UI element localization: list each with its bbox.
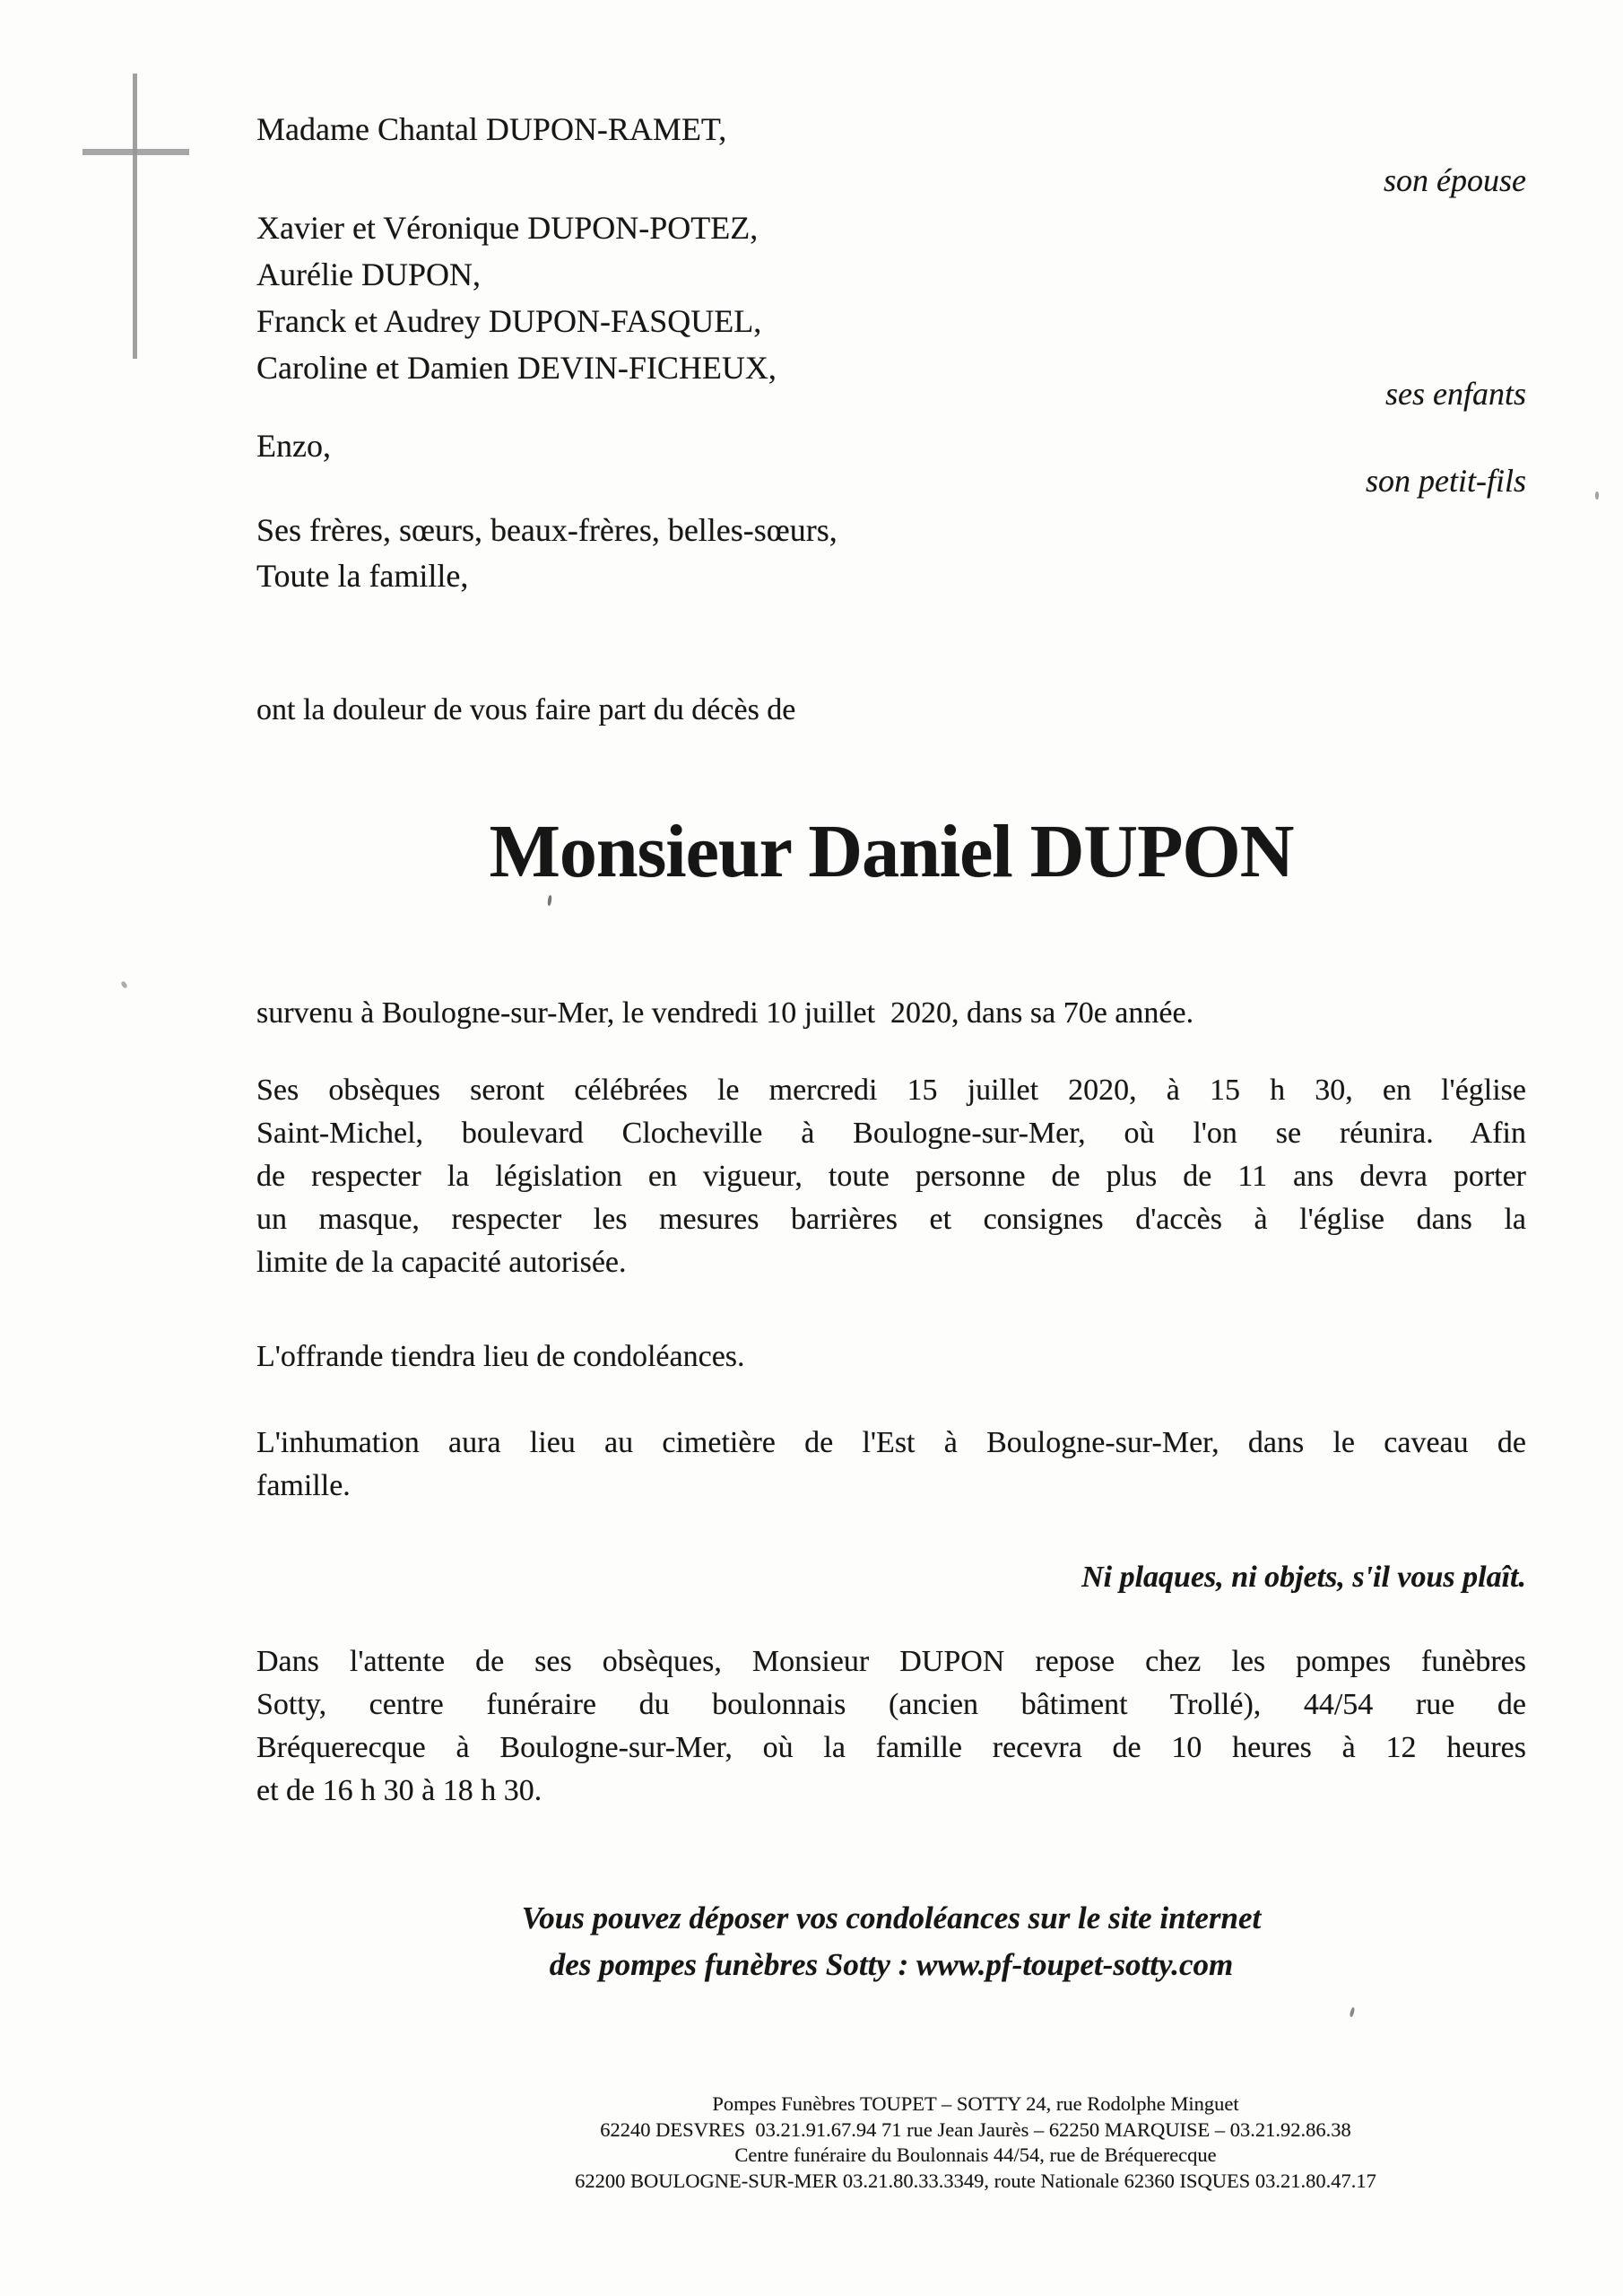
ceremony-line: de respecter la législation en vigueur, toute personne de plus de 11 ans devra porter (256, 1160, 1526, 1193)
scan-artifact-speck (1350, 2007, 1356, 2018)
online-condolences-note (256, 1895, 1526, 1988)
scan-artifact-speck (120, 980, 128, 988)
repose-line: Sotty, centre funéraire du boulonnais (ancien bâtiment Trollé), 44/54 rue de (256, 1688, 1526, 1721)
deceased-name-title: Monsieur Daniel DUPON (489, 810, 1294, 893)
footer-line: 62200 BOULOGNE-SUR-MER 03.21.80.33.3349, route Nationale 62360 ISQUES 03.21.80.47.17 (575, 2169, 1376, 2192)
child-name: Aurélie DUPON, (256, 257, 481, 292)
burial-line: L'inhumation aura lieu au cimetière de l'Est à Boulogne-sur-Mer, dans le caveau de (256, 1426, 1526, 1459)
cross-horizontal-bar (82, 149, 189, 155)
burial-paragraph (256, 1422, 1526, 1508)
spouse-relation-label: son épouse (1384, 162, 1526, 198)
relatives-line: Toute la famille, (256, 558, 469, 594)
repose-line: Bréquerecque à Boulogne-sur-Mer, où la famille recevra de 10 heures à 12 heures (256, 1731, 1526, 1764)
scan-artifact-speck (1595, 491, 1599, 500)
repose-paragraph (256, 1640, 1526, 1813)
ceremony-line: un masque, respecter les mesures barrières et consignes d'accès à l'église dans la (256, 1203, 1526, 1236)
no-plaques-request: Ni plaques, ni objets, s'il vous plaît. (1081, 1561, 1526, 1594)
repose-line: et de 16 h 30 à 18 h 30. (256, 1774, 542, 1807)
children-names-list (256, 204, 1526, 391)
cross-vertical-bar (133, 74, 137, 359)
ceremony-line: Ses obsèques seront célébrées le mercredi 15 juillet 2020, à 15 h 30, en l'église (256, 1074, 1526, 1107)
condolences-line: Vous pouvez déposer vos condoléances sur le site internet (521, 1900, 1262, 1935)
footer-line: Pompes Funèbres TOUPET – SOTTY 24, rue Rodolphe Minguet (712, 2092, 1239, 2115)
child-name: Franck et Audrey DUPON-FASQUEL, (256, 303, 762, 339)
child-name: Caroline et Damien DEVIN-FICHEUX, (256, 350, 777, 386)
scan-artifact-speck (547, 895, 552, 906)
announcement-intro: ont la douleur de vous faire part du décès de (256, 693, 796, 726)
grandson-relation-label: son petit-fils (1366, 463, 1526, 499)
funeral-home-footer (164, 2092, 1623, 2194)
relatives-list (256, 508, 1526, 599)
ceremony-line: Saint-Michel, boulevard Clocheville à Boulogne-sur-Mer, où l'on se réunira. Afin (256, 1117, 1526, 1150)
burial-line: famille. (256, 1469, 351, 1502)
relatives-line: Ses frères, sœurs, beaux-frères, belles-sœurs, (256, 512, 838, 548)
ceremony-line: limite de la capacité autorisée. (256, 1246, 627, 1279)
repose-line: Dans l'attente de ses obsèques, Monsieur DUPON repose chez les pompes funèbres (256, 1645, 1526, 1678)
footer-line: 62240 DESVRES 03.21.91.67.94 71 rue Jean Jaurès – 62250 MARQUISE – 03.21.92.86.38 (600, 2118, 1351, 2141)
grandson-name: Enzo, (256, 428, 331, 464)
children-relation-label: ses enfants (1385, 376, 1526, 412)
death-info-line: survenu à Boulogne-sur-Mer, le vendredi 10 juillet 2020, dans sa 70e année. (256, 996, 1194, 1030)
ceremony-paragraph (256, 1069, 1526, 1284)
child-name: Xavier et Véronique DUPON-POTEZ, (256, 210, 759, 246)
offering-line: L'offrande tiendra lieu de condoléances. (256, 1340, 745, 1373)
footer-line: Centre funéraire du Boulonnais 44/54, rue de Bréquerecque (734, 2144, 1217, 2166)
condolences-line-website: des pompes funèbres Sotty : www.pf-toupet-sotty.com (549, 1947, 1234, 1982)
spouse-name: Madame Chantal DUPON-RAMET, (256, 111, 727, 147)
